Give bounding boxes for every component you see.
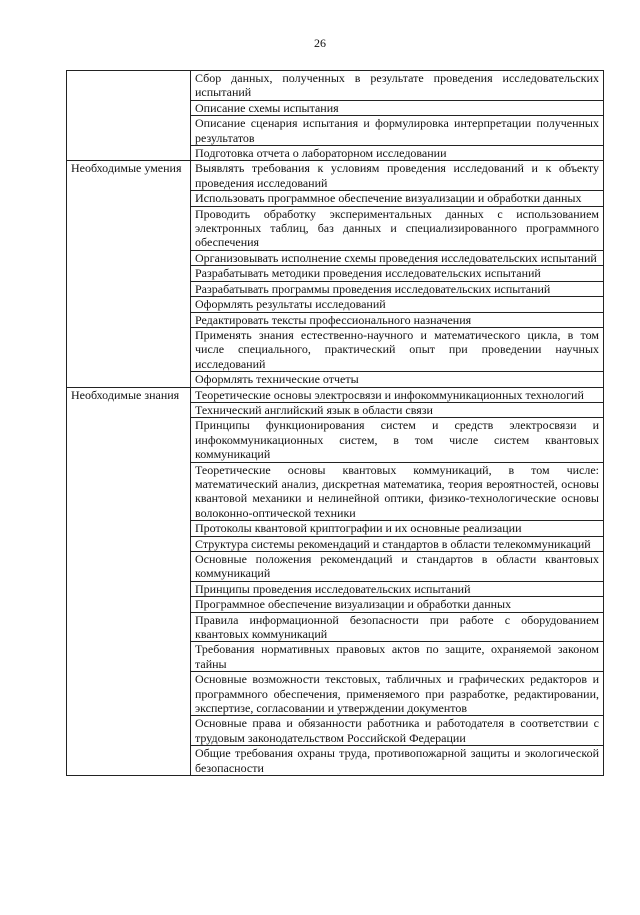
section-item — [191, 597, 604, 612]
section-item — [191, 716, 604, 746]
item-text: Технический английский язык в области связи — [195, 402, 433, 417]
item-text: Организовывать исполнение схемы проведения исследовательских испытаний — [195, 250, 597, 265]
item-text: Программное обеспечение визуализации и обработки данных — [195, 597, 512, 612]
item-text: Правила информационной безопасности при работе с оборудованием квантовых коммуникаций — [195, 612, 599, 642]
item-text: Оформлять результаты исследований — [195, 297, 386, 312]
table-row — [67, 161, 604, 191]
section-item — [191, 581, 604, 596]
section-item — [191, 521, 604, 536]
item-text: Разрабатывать методики проведения исследовательских испытаний — [195, 266, 541, 281]
item-text: Основные положения рекомендаций и стандартов в области квантовых коммуникаций — [195, 552, 599, 581]
item-text: Структура системы рекомендаций и стандартов в области телекоммуникаций — [195, 536, 591, 551]
section-heading: Необходимые знания — [67, 387, 191, 776]
item-text: Общие требования охраны труда, противопожарной защиты и экологической безопасности — [195, 746, 599, 775]
item-text: Проводить обработку экспериментальных данных с использованием электронных таблиц, баз данных и специализированного программного обеспечения — [195, 206, 599, 250]
item-text: Подготовка отчета о лабораторном исследовании — [195, 146, 447, 161]
section-item — [191, 146, 604, 161]
section-item — [191, 418, 604, 462]
section-item — [191, 71, 604, 101]
section-item — [191, 206, 604, 250]
item-text: Принципы проведения исследовательских испытаний — [195, 581, 471, 596]
item-text: Выявлять требования к условиям проведения исследований и к объекту проведения исследований — [195, 161, 599, 190]
section-item — [191, 552, 604, 582]
section-item — [191, 536, 604, 551]
item-text: Основные возможности текстовых, табличных и графических редакторов и программного обеспечения, применяемого при разработке, редактировании, экспертизе, согласовании и утверждении документов — [195, 672, 599, 716]
section-item — [191, 462, 604, 521]
section-heading — [67, 71, 191, 161]
item-text: Редактировать тексты профессионального назначения — [195, 312, 472, 327]
section-item — [191, 372, 604, 387]
item-text: Теоретические основы квантовых коммуникаций, в том числе: математический анализ, дискретная математика, теория вероятностей, основы квантовой механики и нелинейной оптики, физико-технологические основы волоконно-оптической техники — [195, 462, 599, 520]
section-item — [191, 161, 604, 191]
section-item — [191, 612, 604, 642]
section-item — [191, 100, 604, 115]
item-text: Протоколы квантовой криптографии и их основные реализации — [195, 521, 522, 536]
section-item — [191, 281, 604, 296]
item-text: Теоретические основы электросвязи и инфокоммуникационных технологий — [195, 387, 584, 402]
section-item — [191, 297, 604, 312]
competency-table — [66, 70, 604, 776]
section-item — [191, 116, 604, 146]
section-item — [191, 191, 604, 206]
section-item — [191, 402, 604, 417]
section-item — [191, 642, 604, 672]
item-text: Разрабатывать программы проведения исследовательских испытаний — [195, 281, 551, 296]
section-item — [191, 387, 604, 402]
table-body — [67, 71, 604, 776]
item-text: Требования нормативных правовых актов по защите, охраняемой законом тайны — [195, 642, 599, 671]
table-row — [67, 387, 604, 402]
section-item — [191, 327, 604, 371]
section-item — [191, 672, 604, 716]
table-row — [67, 71, 604, 101]
section-item — [191, 266, 604, 281]
section-item — [191, 250, 604, 265]
page-number: 26 — [314, 36, 326, 50]
item-text: Использовать программное обеспечение визуализации и обработки данных — [195, 191, 582, 206]
item-text: Описание сценария испытания и формулировка интерпретации полученных результатов — [195, 116, 599, 145]
item-text: Оформлять технические отчеты — [195, 372, 359, 387]
item-text: Принципы функционирования систем и средств электросвязи и инфокоммуникационных систем, в том числе систем квантовых коммуникаций — [195, 418, 599, 462]
section-item — [191, 312, 604, 327]
item-text: Описание схемы испытания — [195, 100, 339, 115]
section-item — [191, 746, 604, 776]
item-text: Основные права и обязанности работника и работодателя в соответствии с трудовым законодательством Российской Федерации — [195, 716, 599, 745]
item-text: Сбор данных, полученных в результате проведения исследовательских испытаний — [195, 71, 599, 100]
section-heading: Необходимые умения — [67, 161, 191, 387]
item-text: Применять знания естественно-научного и математического цикла, в том числе специального, практический опыт при проведении научных исследований — [195, 327, 599, 371]
